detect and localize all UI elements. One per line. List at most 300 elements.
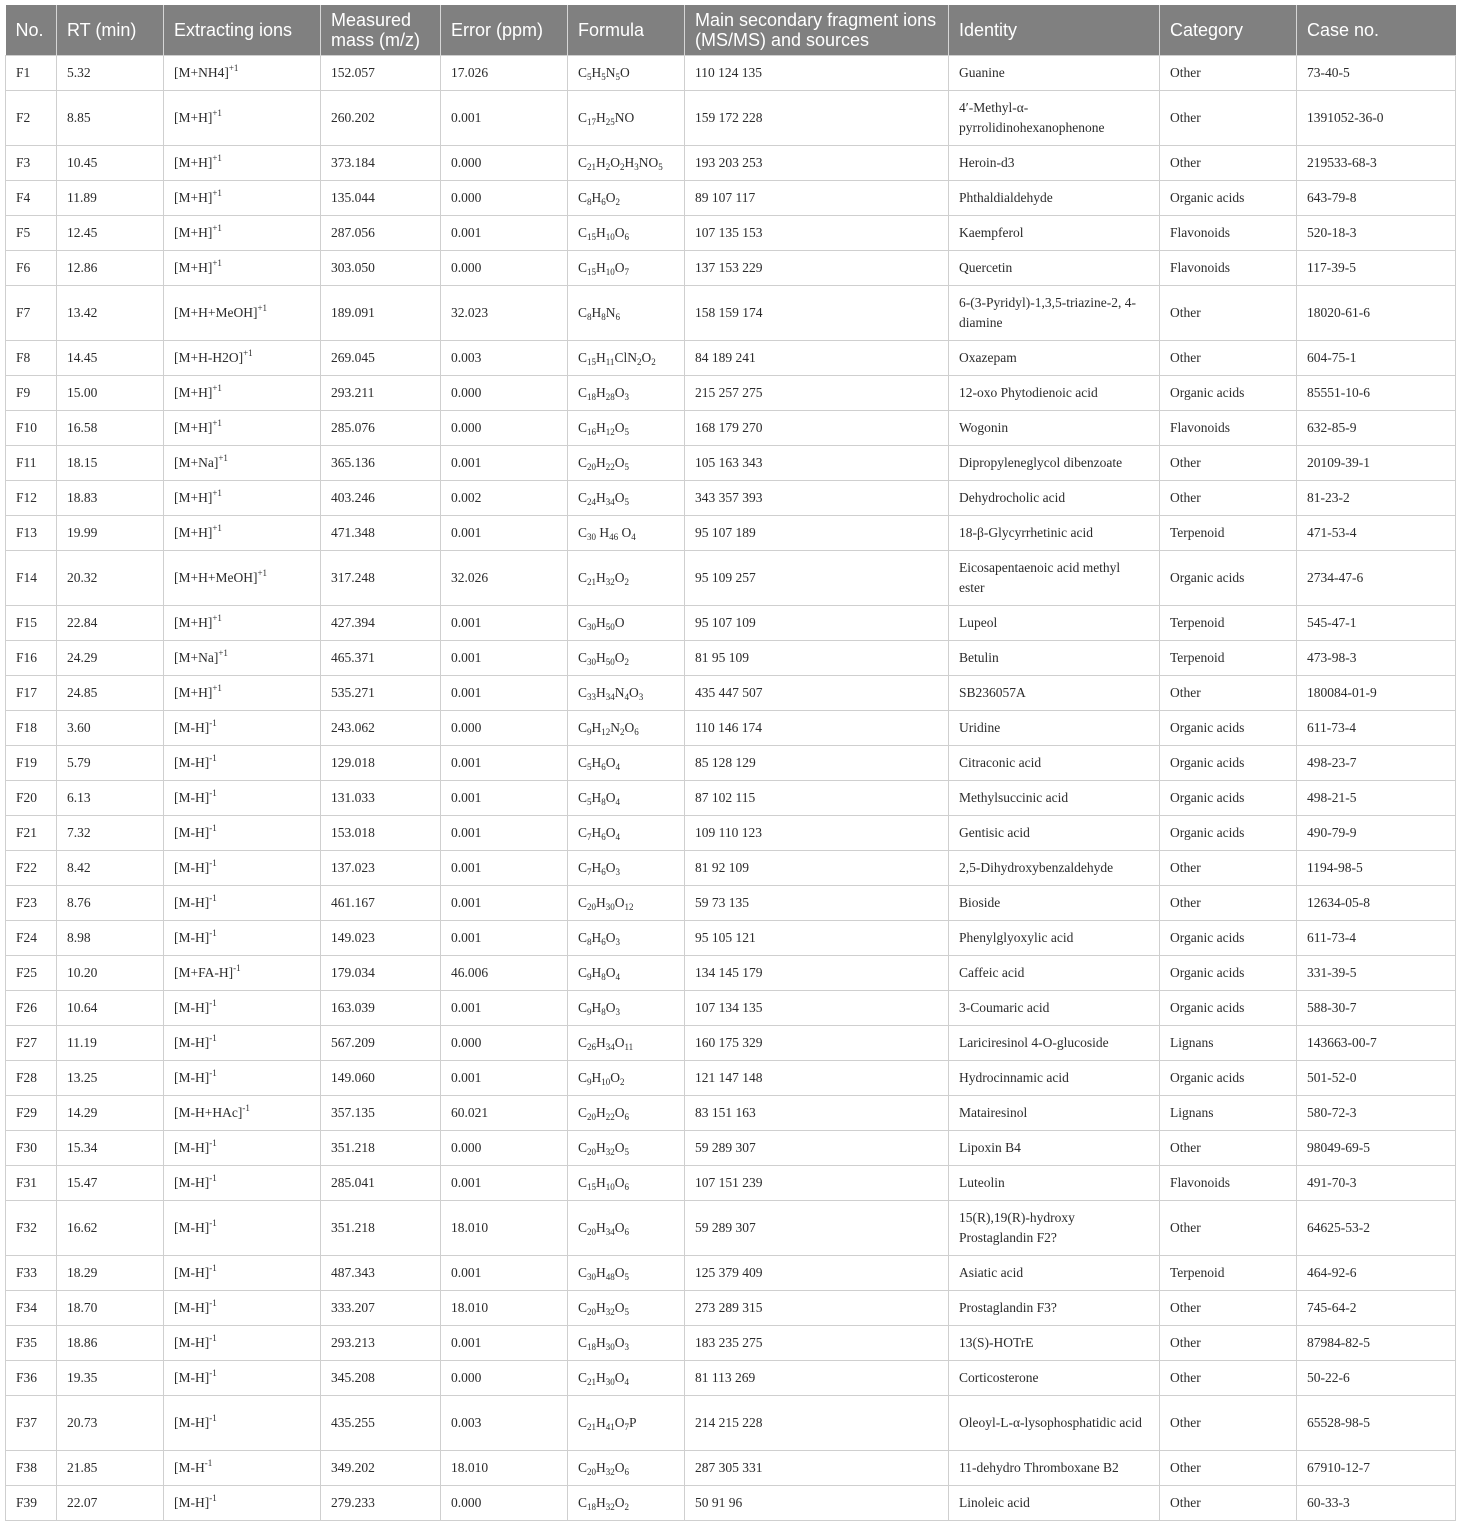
cell-error: 0.001 [441,91,568,146]
cell-identity: Eicosapentaenoic acid methyl ester [949,551,1160,606]
cell-fragments: 105 163 343 [685,446,949,481]
formula-segment: 32 [605,1467,615,1477]
cell-rt: 18.70 [57,1291,164,1326]
column-header-rt: RT (min) [57,5,164,56]
cell-case-no: 219533-68-3 [1297,146,1456,181]
cell-formula [568,516,685,551]
ion-segment: [M+H+MeOH] [174,570,258,585]
cell-formula [568,1256,685,1291]
formula-segment: 5 [624,1307,630,1317]
formula-segment: P [629,1415,637,1430]
column-header-no: No. [6,5,57,56]
ion-segment: [M-H] [174,1070,210,1085]
formula-segment: H [596,1220,606,1235]
cell-extracting-ion [164,1396,321,1451]
ion-segment: [M-H] [174,1335,210,1350]
formula-segment: 30 [587,1272,597,1282]
table-row [6,216,1456,251]
cell-measured-mass: 260.202 [321,91,441,146]
formula-segment: C [578,305,588,320]
cell-fragments: 89 107 117 [685,181,949,216]
cell-measured-mass: 287.056 [321,216,441,251]
cell-case-no: 73-40-5 [1297,56,1456,91]
cell-category: Other [1160,146,1297,181]
cell-extracting-ion [164,1131,321,1166]
cell-category: Other [1160,1291,1297,1326]
cell-error: 0.000 [441,411,568,446]
cell-formula [568,746,685,781]
cell-rt: 14.29 [57,1096,164,1131]
cell-category: Other [1160,56,1297,91]
formula-segment: H [596,1495,606,1510]
table-row [6,411,1456,446]
cell-fragments: 183 235 275 [685,1326,949,1361]
cell-extracting-ion [164,606,321,641]
formula-segment: 4 [615,762,621,772]
cell-no: F19 [6,746,57,781]
ion-segment: [M-H+HAc] [174,1105,243,1120]
cell-measured-mass: 129.018 [321,746,441,781]
formula-segment: C [578,930,588,945]
cell-extracting-ion [164,516,321,551]
ion-segment: [M+Na] [174,455,219,470]
cell-formula [568,481,685,516]
formula-segment: 5 [587,762,592,772]
cell-rt: 3.60 [57,711,164,746]
ion-segment: -1 [209,718,217,728]
cell-error: 0.000 [441,1486,568,1521]
cell-extracting-ion [164,341,321,376]
ion-segment: +1 [212,188,222,198]
cell-identity: Matairesinol [949,1096,1160,1131]
cell-rt: 21.85 [57,1451,164,1486]
cell-rt: 8.85 [57,91,164,146]
ion-segment: +1 [212,153,222,163]
cell-extracting-ion [164,1361,321,1396]
cell-rt: 16.62 [57,1201,164,1256]
ion-segment: [M+FA-H] [174,965,234,980]
table-row [6,1256,1456,1291]
ion-segment: [M-H] [174,825,210,840]
formula-segment: 32 [605,577,615,587]
cell-case-no: 60-33-3 [1297,1486,1456,1521]
cell-identity: Lupeol [949,606,1160,641]
cell-category: Other [1160,1326,1297,1361]
cell-extracting-ion [164,376,321,411]
cell-identity: 15(R),19(R)-hydroxy Prostaglandin F2? [949,1201,1160,1256]
table-row [6,746,1456,781]
formula-segment: H [596,1265,606,1280]
formula-segment: 10 [605,232,615,242]
cell-case-no: 545-47-1 [1297,606,1456,641]
formula-segment: 7 [624,1422,630,1432]
formula-segment: 12 [605,427,615,437]
formula-segment: 3 [615,1007,621,1017]
ion-segment: -1 [209,1263,217,1273]
formula-segment: 16 [587,427,597,437]
cell-measured-mass: 333.207 [321,1291,441,1326]
ion-segment: -1 [209,788,217,798]
cell-category: Flavonoids [1160,251,1297,286]
formula-segment: O [614,455,625,470]
cell-extracting-ion [164,1026,321,1061]
column-header-measured-mass: Measured mass (m/z) [321,5,441,56]
formula-segment: 2 [620,727,625,737]
cell-identity: Prostaglandin F3? [949,1291,1160,1326]
table-row [6,816,1456,851]
ion-segment: -1 [209,998,217,1008]
formula-segment: O [605,1000,616,1015]
formula-segment: 46 [609,532,619,542]
formula-segment: 6 [601,867,606,877]
table-row [6,956,1456,991]
cell-case-no: 611-73-4 [1297,711,1456,746]
cell-fragments: 95 107 189 [685,516,949,551]
formula-segment: 30 [587,532,597,542]
ion-segment: -1 [209,858,217,868]
cell-extracting-ion [164,746,321,781]
ion-segment: [M-H] [174,1175,210,1190]
cell-extracting-ion [164,1096,321,1131]
cell-error: 0.001 [441,851,568,886]
formula-segment: 18 [587,1342,597,1352]
cell-measured-mass: 189.091 [321,286,441,341]
ion-segment: [M-H] [174,1035,210,1050]
table-row [6,1201,1456,1256]
cell-fragments: 95 107 109 [685,606,949,641]
cell-measured-mass: 137.023 [321,851,441,886]
cell-category: Other [1160,446,1297,481]
cell-identity: 11-dehydro Thromboxane B2 [949,1451,1160,1486]
formula-segment: 25 [605,117,615,127]
formula-segment: 28 [605,392,615,402]
cell-measured-mass: 345.208 [321,1361,441,1396]
cell-error: 0.001 [441,921,568,956]
cell-fragments: 121 147 148 [685,1061,949,1096]
cell-extracting-ion [164,1291,321,1326]
cell-error: 0.000 [441,146,568,181]
formula-segment: C [578,1495,588,1510]
cell-identity: Guanine [949,56,1160,91]
cell-case-no: 81-23-2 [1297,481,1456,516]
cell-measured-mass: 279.233 [321,1486,441,1521]
cell-rt: 16.58 [57,411,164,446]
cell-measured-mass: 153.018 [321,816,441,851]
cell-extracting-ion [164,91,321,146]
cell-measured-mass: 435.255 [321,1396,441,1451]
formula-segment: 20 [587,1112,597,1122]
ion-segment: +1 [212,223,222,233]
formula-segment: 6 [601,197,606,207]
cell-no: F20 [6,781,57,816]
formula-segment: C [578,1370,588,1385]
ion-segment: [M-H] [174,1140,210,1155]
table-body [6,56,1456,1521]
cell-identity: Phenylglyoxylic acid [949,921,1160,956]
cell-identity: Betulin [949,641,1160,676]
formula-segment: 30 [587,657,597,667]
cell-rt: 11.89 [57,181,164,216]
formula-segment: 26 [587,1042,597,1052]
ion-segment: -1 [209,1033,217,1043]
cell-formula [568,711,685,746]
cell-category: Organic acids [1160,711,1297,746]
cell-extracting-ion [164,251,321,286]
cell-formula [568,606,685,641]
cell-formula [568,676,685,711]
ion-segment: [M+H] [174,110,213,125]
cell-measured-mass: 357.135 [321,1096,441,1131]
cell-fragments: 193 203 253 [685,146,949,181]
ion-segment: [M+H] [174,420,213,435]
formula-segment: 34 [605,497,615,507]
cell-identity: 6-(3-Pyridyl)-1,3,5-triazine-2, 4-diamine [949,286,1160,341]
cell-measured-mass: 427.394 [321,606,441,641]
cell-extracting-ion [164,481,321,516]
formula-segment: H [596,260,606,275]
formula-segment: C [578,615,588,630]
formula-segment: 32 [605,1307,615,1317]
cell-fragments: 84 189 241 [685,341,949,376]
cell-formula [568,1096,685,1131]
cell-category: Other [1160,286,1297,341]
cell-identity: Dehydrocholic acid [949,481,1160,516]
cell-error: 0.001 [441,641,568,676]
cell-error: 17.026 [441,56,568,91]
cell-error: 32.026 [441,551,568,606]
cell-case-no: 98049-69-5 [1297,1131,1456,1166]
cell-no: F9 [6,376,57,411]
cell-measured-mass: 131.033 [321,781,441,816]
cell-category: Organic acids [1160,1061,1297,1096]
ion-segment: +1 [212,613,222,623]
formula-segment: 7 [624,267,630,277]
cell-rt: 18.86 [57,1326,164,1361]
cell-error: 46.006 [441,956,568,991]
formula-segment: O [605,965,616,980]
cell-case-no: 64625-53-2 [1297,1201,1456,1256]
cell-fragments: 95 105 121 [685,921,949,956]
formula-segment: O [614,1460,625,1475]
ion-segment: -1 [209,1068,217,1078]
table-row [6,851,1456,886]
cell-fragments: 81 95 109 [685,641,949,676]
cell-rt: 14.45 [57,341,164,376]
formula-segment: 41 [605,1422,615,1432]
cell-error: 0.001 [441,816,568,851]
ion-segment: +1 [212,383,222,393]
cell-category: Terpenoid [1160,606,1297,641]
cell-case-no: 632-85-9 [1297,411,1456,446]
table-row [6,181,1456,216]
ion-segment: [M+Na] [174,650,219,665]
cell-formula [568,446,685,481]
ion-segment: [M-H] [174,1370,210,1385]
cell-identity: Uridine [949,711,1160,746]
formula-segment: 5 [587,72,592,82]
formula-segment: C [578,1265,588,1280]
cell-rt: 24.29 [57,641,164,676]
cell-case-no: 65528-98-5 [1297,1396,1456,1451]
cell-identity: Bioside [949,886,1160,921]
cell-no: F26 [6,991,57,1026]
formula-segment: 5 [601,72,606,82]
cell-measured-mass: 152.057 [321,56,441,91]
header-row [6,5,1456,56]
column-header-case-no: Case no. [1297,5,1456,56]
cell-error: 0.001 [441,516,568,551]
cell-rt: 15.34 [57,1131,164,1166]
formula-segment: 4 [624,1377,630,1387]
formula-segment: O [614,615,625,630]
formula-segment: 3 [615,937,621,947]
cell-category: Terpenoid [1160,641,1297,676]
cell-extracting-ion [164,1486,321,1521]
ion-segment: +1 [212,523,222,533]
cell-error: 0.001 [441,1061,568,1096]
cell-category: Organic acids [1160,956,1297,991]
cell-measured-mass: 465.371 [321,641,441,676]
formula-segment: C [578,1300,588,1315]
formula-segment: H [596,1335,606,1350]
table-header [6,5,1456,56]
cell-no: F31 [6,1166,57,1201]
formula-segment: C [578,755,588,770]
cell-measured-mass: 269.045 [321,341,441,376]
formula-segment: H [596,1300,606,1315]
formula-segment: C [578,1460,588,1475]
formula-segment: H [591,825,602,840]
cell-error: 0.002 [441,481,568,516]
cell-rt: 13.25 [57,1061,164,1096]
cell-category: Other [1160,886,1297,921]
formula-segment: 20 [587,902,597,912]
table-row [6,1486,1456,1521]
cell-identity: Kaempferol [949,216,1160,251]
cell-rt: 20.32 [57,551,164,606]
formula-segment: N [605,305,616,320]
formula-segment: 30 [605,902,615,912]
cell-rt: 5.79 [57,746,164,781]
formula-segment: 9 [587,972,592,982]
cell-no: F14 [6,551,57,606]
cell-identity: Methylsuccinic acid [949,781,1160,816]
cell-error: 18.010 [441,1201,568,1256]
formula-segment: 5 [624,462,630,472]
formula-segment: 6 [624,1227,630,1237]
cell-formula [568,1026,685,1061]
table-row [6,921,1456,956]
cell-rt: 24.85 [57,676,164,711]
cell-identity: Citraconic acid [949,746,1160,781]
cell-identity: Gentisic acid [949,816,1160,851]
table-row [6,991,1456,1026]
cell-error: 18.010 [441,1451,568,1486]
cell-extracting-ion [164,711,321,746]
cell-rt: 10.20 [57,956,164,991]
cell-fragments: 59 73 135 [685,886,949,921]
formula-segment: O [614,570,625,585]
cell-rt: 8.42 [57,851,164,886]
cell-category: Organic acids [1160,781,1297,816]
cell-category: Other [1160,1396,1297,1451]
cell-measured-mass: 135.044 [321,181,441,216]
formula-segment: 20 [587,1227,597,1237]
formula-segment: H [591,790,602,805]
cell-formula [568,1166,685,1201]
formula-segment: 17 [587,117,597,127]
formula-segment: 6 [601,937,606,947]
cell-category: Organic acids [1160,376,1297,411]
cell-error: 0.003 [441,1396,568,1451]
cell-category: Flavonoids [1160,216,1297,251]
formula-segment: C [578,685,588,700]
cell-rt: 18.83 [57,481,164,516]
cell-formula [568,1486,685,1521]
cell-measured-mass: 349.202 [321,1451,441,1486]
ion-segment: +1 [212,683,222,693]
formula-segment: H [591,305,602,320]
cell-identity: Quercetin [949,251,1160,286]
ion-segment: +1 [218,648,228,658]
formula-segment: NO [638,155,659,170]
ion-segment: [M+NH4] [174,65,229,80]
cell-extracting-ion [164,676,321,711]
formula-segment: 8 [587,937,592,947]
formula-segment: 18 [587,1502,597,1512]
cell-identity: Heroin-d3 [949,146,1160,181]
cell-case-no: 490-79-9 [1297,816,1456,851]
formula-segment: O [605,825,616,840]
ion-segment: [M-H] [174,1265,210,1280]
table-row [6,606,1456,641]
cell-extracting-ion [164,956,321,991]
cell-identity: Lariciresinol 4-O-glucoside [949,1026,1160,1061]
cell-rt: 10.64 [57,991,164,1026]
cell-fragments: 110 124 135 [685,56,949,91]
formula-segment: 6 [634,727,639,737]
cell-case-no: 85551-10-6 [1297,376,1456,411]
cell-category: Flavonoids [1160,411,1297,446]
ion-segment: +1 [218,453,228,463]
formula-segment: C [578,1220,588,1235]
table-row [6,146,1456,181]
cell-formula [568,376,685,411]
cell-fragments: 85 128 129 [685,746,949,781]
cell-fragments: 435 447 507 [685,676,949,711]
formula-segment: ClN [614,350,637,365]
cell-identity: SB236057A [949,676,1160,711]
cell-rt: 10.45 [57,146,164,181]
cell-rt: 12.45 [57,216,164,251]
formula-segment: 20 [587,1307,597,1317]
formula-segment: C [578,790,588,805]
formula-segment: O [605,755,616,770]
cell-case-no: 501-52-0 [1297,1061,1456,1096]
table-row [6,516,1456,551]
cell-rt: 18.29 [57,1256,164,1291]
cell-error: 0.000 [441,181,568,216]
cell-formula [568,1061,685,1096]
cell-category: Organic acids [1160,551,1297,606]
cell-no: F37 [6,1396,57,1451]
table-row [6,1396,1456,1451]
cell-no: F36 [6,1361,57,1396]
formula-segment: O [614,650,625,665]
cell-identity: Linoleic acid [949,1486,1160,1521]
table-row [6,1131,1456,1166]
cell-fragments: 160 175 329 [685,1026,949,1061]
